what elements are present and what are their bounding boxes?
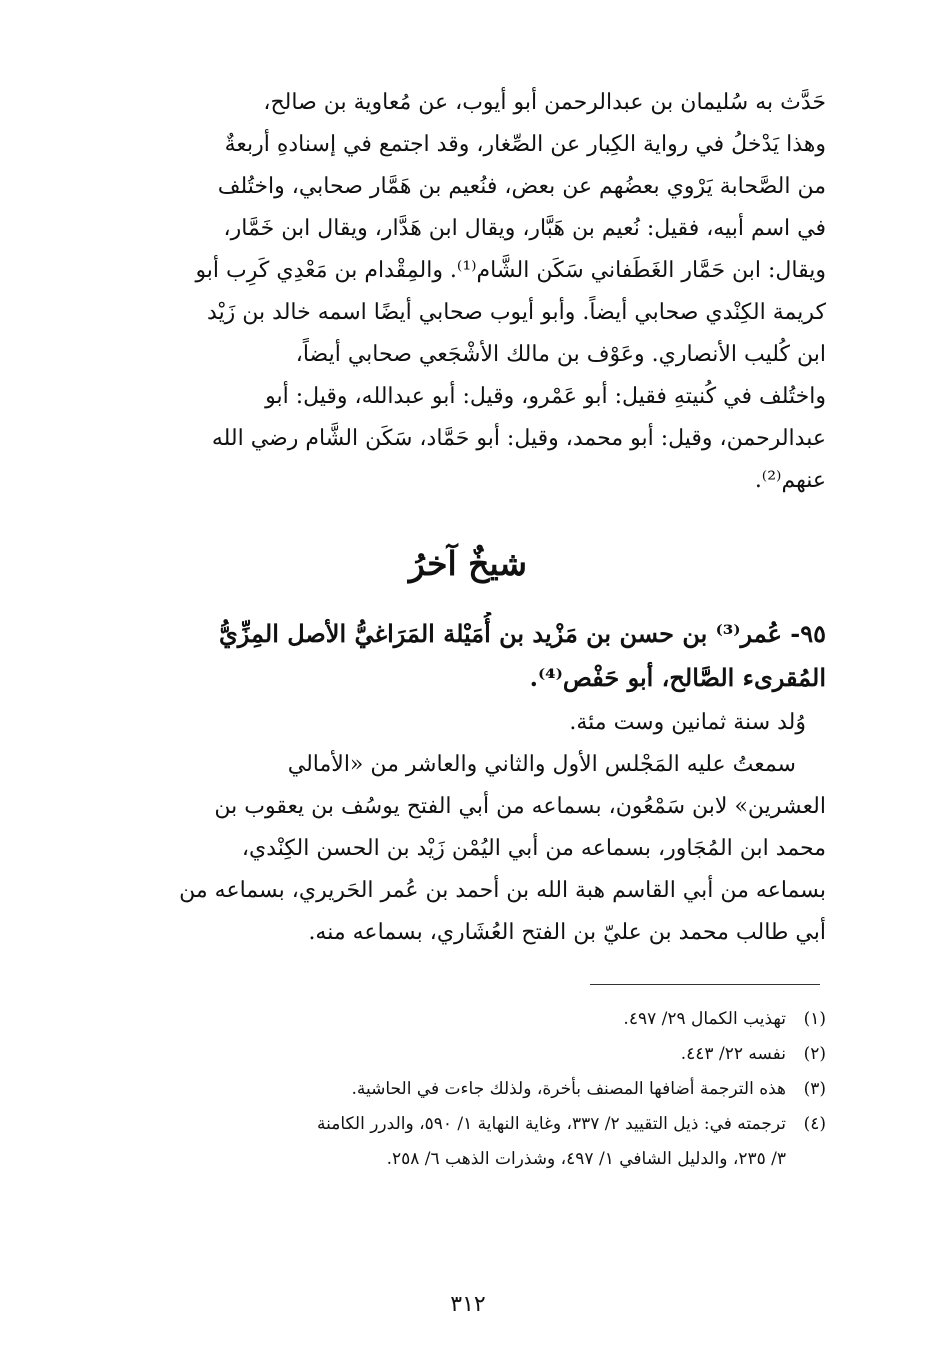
text-line: أبي طالب محمد بن عليّ بن الفتح العُشَاري، بسماعه منه. bbox=[308, 920, 826, 945]
text-line: في اسم أبيه، فقيل: نُعيم بن هَبَّار، ويقال ابن هَدَّار، ويقال ابن خَمَّار، bbox=[223, 216, 826, 241]
footnote-text: ترجمته في: ذيل التقييد ٢/ ٣٣٧، وغاية النهاية ١/ ٥٩٠، والدرر الكامنة bbox=[317, 1114, 786, 1134]
footnote-number: (٤) bbox=[803, 1114, 826, 1134]
footnote bbox=[100, 1072, 826, 1107]
footnote-text: هذه الترجمة أضافها المصنف بأخرة، ولذلك جاءت في الحاشية. bbox=[351, 1079, 786, 1099]
text-line: عبدالرحمن، وقيل: أبو محمد، وقيل: أبو حَمَّاد، سَكَن الشَّام رضي الله bbox=[211, 426, 826, 451]
footnote-separator bbox=[590, 984, 820, 985]
text-line: عنهم⁽²⁾. bbox=[754, 468, 826, 493]
continued-text bbox=[100, 82, 826, 502]
footnote bbox=[100, 1037, 826, 1072]
text-line: ابن كُليب الأنصاري. وعَوْف بن مالك الأشْجَعي صحابي أيضاً، bbox=[295, 342, 826, 367]
hearing-paragraph bbox=[100, 744, 826, 954]
text-line: كريمة الكِنْدي صحابي أيضاً. وأبو أيوب صحابي أيضًا اسمه خالد بن زَيْد bbox=[207, 300, 826, 325]
text-line: واختُلف في كُنيتهِ فقيل: أبو عَمْرو، وقيل: أبو عبدالله، وقيل: أبو bbox=[265, 384, 826, 409]
footnote-text: تهذيب الكمال ٢٩/ ٤٩٧. bbox=[623, 1009, 786, 1029]
birth-line: وُلد سنة ثمانين وست مئة. bbox=[569, 710, 806, 735]
text-line: سمعتُ عليه المَجْلس الأول والثاني والعاشر من «الأمالي bbox=[287, 752, 796, 777]
text-line: ويقال: ابن حَمَّار الغَطَفاني سَكَن الشَّام⁽¹⁾. والمِقْدام بن مَعْدِي كَرِب أبو bbox=[195, 258, 826, 283]
section-heading: شيخٌ آخرُ bbox=[408, 544, 528, 583]
footnote-text: ٣/ ٢٣٥، والدليل الشافي ١/ ٤٩٧، وشذرات الذهب ٦/ ٢٥٨. bbox=[386, 1149, 786, 1169]
footnote bbox=[100, 1002, 826, 1037]
biography-entry-title bbox=[100, 612, 826, 700]
text-line: حَدَّث به سُليمان بن عبدالرحمن أبو أيوب، عن مُعاوية بن صالح، bbox=[263, 90, 826, 115]
page-number: ٣١٢ bbox=[450, 1292, 486, 1317]
text-line: بسماعه من أبي القاسم هبة الله بن أحمد بن عُمر الحَريري، بسماعه من bbox=[179, 878, 826, 903]
footnotes bbox=[100, 1002, 826, 1177]
entry-title-line: ٩٥- عُمر⁽³⁾ بن حسن بن مَزْيد بن أُمَيْلة المَرَاغيُّ الأصل المِزِّيُّ bbox=[219, 619, 826, 648]
footnote-number: (٣) bbox=[803, 1079, 826, 1099]
birth-paragraph bbox=[100, 702, 826, 744]
footnote-number: (١) bbox=[803, 1009, 826, 1029]
text-line: محمد ابن المُجَاور، بسماعه من أبي اليُمْن زَيْد بن الحسن الكِنْدي، bbox=[241, 836, 826, 861]
footnote-number: (٢) bbox=[803, 1044, 826, 1064]
text-line: من الصَّحابة يَرْوي بعضُهم عن بعض، فنُعيم بن هَمَّار صحابي، واختُلف bbox=[217, 174, 826, 199]
text-line: وهذا يَدْخلُ في رواية الكِبار عن الصِّغار، وقد اجتمع في إسنادهِ أربعةٌ bbox=[224, 132, 826, 157]
text-line: العشرين» لابن سَمْعُون، بسماعه من أبي الفتح يوسُف بن يعقوب بن bbox=[214, 794, 826, 819]
footnote-text: نفسه ٢٢/ ٤٤٣. bbox=[680, 1044, 786, 1064]
entry-title-line: المُقرىء الصَّالح، أبو حَفْص⁽⁴⁾. bbox=[529, 663, 826, 692]
footnote bbox=[100, 1107, 826, 1177]
